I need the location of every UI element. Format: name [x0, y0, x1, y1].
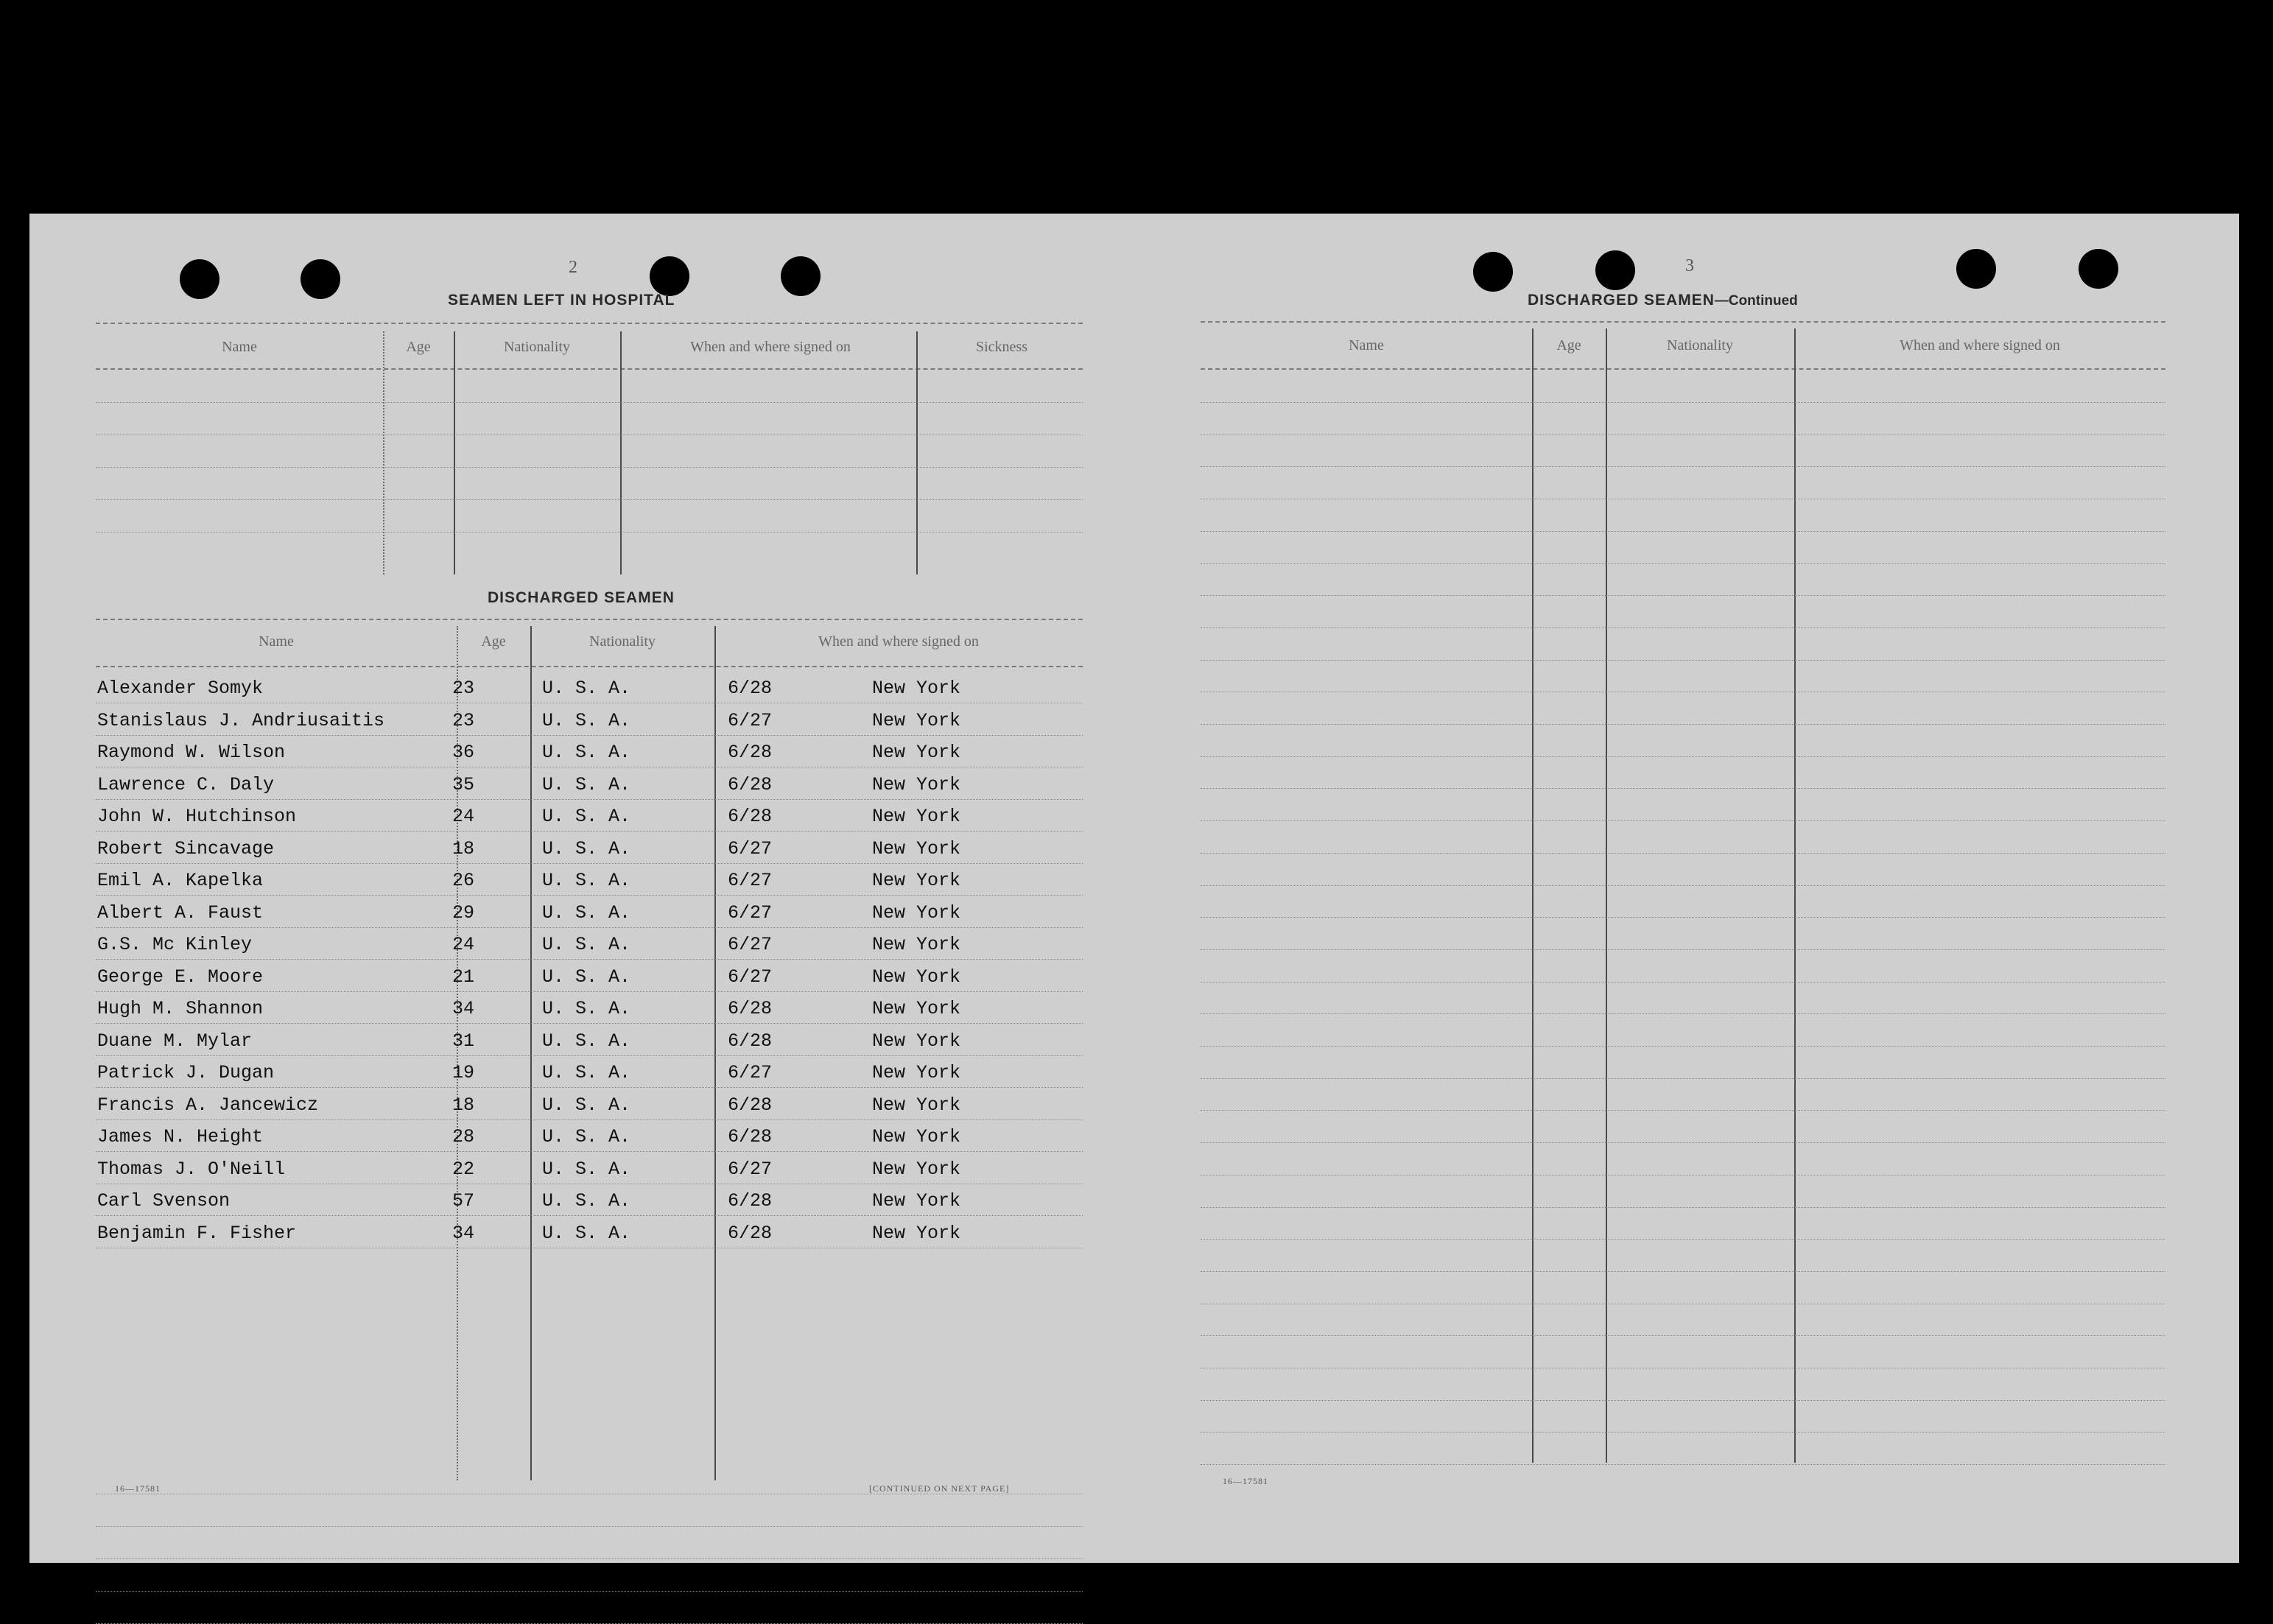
- seaman-nationality: U. S. A.: [542, 742, 631, 763]
- row-line: [96, 1087, 1083, 1088]
- seaman-nationality: U. S. A.: [542, 1030, 631, 1052]
- blank-row-line: [1201, 820, 2165, 821]
- blank-row-line: [1201, 1078, 2165, 1079]
- seaman-name: James N. Height: [97, 1126, 264, 1147]
- right-title-main: DISCHARGED SEAMEN: [1528, 292, 1715, 309]
- discharged-col-divider: [714, 626, 716, 1480]
- seaman-age: 29: [452, 901, 475, 924]
- discharged-col-when-where: When and where signed on: [818, 633, 979, 650]
- row-line: [96, 1023, 1083, 1024]
- signed-on-date: 6/28: [728, 806, 773, 827]
- hospital-col-when-where: When and where signed on: [690, 339, 851, 355]
- signed-on-date: 6/27: [728, 1062, 773, 1083]
- right-col-name: Name: [1349, 337, 1384, 354]
- right-header-rule: [1201, 368, 2165, 370]
- seaman-name: Stanislaus J. Andriusaitis: [97, 709, 385, 731]
- signed-on-place: New York: [872, 1222, 961, 1244]
- seaman-nationality: U. S. A.: [542, 837, 631, 860]
- signed-on-place: New York: [872, 934, 961, 955]
- seaman-name: Alexander Somyk: [97, 678, 264, 699]
- blank-row-line: [1201, 595, 2165, 596]
- seaman-age: 21: [452, 966, 475, 988]
- blank-row-line: [1201, 1013, 2165, 1014]
- right-table-top-rule: [1201, 321, 2165, 323]
- blank-row-line: [1201, 563, 2165, 564]
- discharged-col-age: Age: [481, 633, 506, 650]
- page-number: 2: [569, 258, 577, 277]
- signed-on-place: New York: [872, 678, 961, 699]
- seaman-nationality: U. S. A.: [542, 1222, 631, 1244]
- seaman-name: George E. Moore: [97, 966, 264, 988]
- discharged-col-name: Name: [259, 633, 294, 650]
- right-col-nationality: Nationality: [1667, 337, 1733, 354]
- seaman-age: 23: [452, 678, 475, 699]
- seaman-nationality: U. S. A.: [542, 934, 631, 955]
- seaman-name: Robert Sincavage: [97, 837, 275, 860]
- blank-row-line: [1201, 1335, 2165, 1336]
- left-footer-form-number: 16—17581: [115, 1483, 161, 1494]
- blank-row-line: [1201, 1464, 2165, 1465]
- row-line: [96, 927, 1083, 928]
- seaman-nationality: U. S. A.: [542, 966, 631, 988]
- hospital-col-nationality: Nationality: [504, 339, 570, 355]
- blank-row-line: [1201, 1432, 2165, 1433]
- blank-row-line: [1201, 982, 2165, 983]
- hospital-section-title: SEAMEN LEFT IN HOSPITAL: [448, 292, 675, 309]
- left-footer-continued-note: [CONTINUED ON NEXT PAGE]: [869, 1483, 1010, 1494]
- blank-row-line: [1201, 853, 2165, 854]
- seaman-nationality: U. S. A.: [542, 1158, 631, 1180]
- blank-row-line: [1201, 531, 2165, 532]
- seaman-name: Thomas J. O'Neill: [97, 1158, 286, 1180]
- seaman-name: Carl Svenson: [97, 1190, 231, 1212]
- right-footer-form-number: 16—17581: [1223, 1476, 1268, 1486]
- signed-on-date: 6/28: [728, 742, 773, 763]
- blank-row-line: [96, 1591, 1083, 1592]
- signed-on-place: New York: [872, 901, 961, 924]
- row-line: [96, 1215, 1083, 1216]
- signed-on-place: New York: [872, 1094, 961, 1116]
- blank-row-line: [1201, 1110, 2165, 1111]
- hospital-col-name: Name: [222, 339, 257, 355]
- blank-row-line: [1201, 466, 2165, 467]
- discharged-section-title: DISCHARGED SEAMEN: [488, 589, 675, 606]
- discharged-header-rule: [96, 666, 1083, 667]
- seaman-nationality: U. S. A.: [542, 773, 631, 795]
- signed-on-place: New York: [872, 773, 961, 795]
- signed-on-date: 6/27: [728, 709, 773, 731]
- signed-on-date: 6/27: [728, 901, 773, 924]
- seaman-name: John W. Hutchinson: [97, 806, 297, 827]
- hospital-col-age: Age: [406, 339, 431, 355]
- signed-on-place: New York: [872, 1158, 961, 1180]
- seaman-nationality: U. S. A.: [542, 901, 631, 924]
- blank-row-line: [1201, 885, 2165, 886]
- blank-row-line: [1201, 1239, 2165, 1240]
- row-line: [96, 799, 1083, 800]
- blank-row-line: [1201, 788, 2165, 789]
- signed-on-place: New York: [872, 1190, 961, 1212]
- right-section-title: [1528, 292, 1798, 309]
- seaman-age: 31: [452, 1030, 475, 1052]
- discharged-table-top-rule: [96, 619, 1083, 620]
- seaman-nationality: U. S. A.: [542, 678, 631, 699]
- seaman-nationality: U. S. A.: [542, 709, 631, 731]
- row-line: [96, 735, 1083, 736]
- seaman-age: 22: [452, 1158, 475, 1180]
- signed-on-date: 6/28: [728, 1030, 773, 1052]
- signed-on-date: 6/28: [728, 773, 773, 795]
- blank-row-line: [1201, 1046, 2165, 1047]
- hospital-col-divider: [383, 331, 384, 574]
- row-line: [96, 1151, 1083, 1152]
- hospital-header-rule: [96, 368, 1083, 370]
- row-line: [96, 1055, 1083, 1056]
- seaman-name: Raymond W. Wilson: [97, 742, 286, 763]
- page-number: 3: [1685, 256, 1694, 275]
- signed-on-date: 6/28: [728, 1094, 773, 1116]
- signed-on-place: New York: [872, 806, 961, 827]
- signed-on-date: 6/27: [728, 870, 773, 891]
- hospital-col-divider: [454, 331, 455, 574]
- hospital-row-line: [96, 499, 1083, 500]
- seaman-nationality: U. S. A.: [542, 806, 631, 827]
- seaman-nationality: U. S. A.: [542, 998, 631, 1019]
- signed-on-place: New York: [872, 1030, 961, 1052]
- row-line: [96, 991, 1083, 992]
- seaman-age: 19: [452, 1062, 475, 1083]
- signed-on-date: 6/28: [728, 1190, 773, 1212]
- blank-row-line: [1201, 949, 2165, 950]
- seaman-age: 28: [452, 1126, 475, 1147]
- seaman-nationality: U. S. A.: [542, 1094, 631, 1116]
- seaman-name: Albert A. Faust: [97, 901, 264, 924]
- blank-row-line: [1201, 1400, 2165, 1401]
- blank-row-line: [1201, 756, 2165, 757]
- row-line: [96, 895, 1083, 896]
- seaman-age: 26: [452, 870, 475, 891]
- seaman-age: 24: [452, 934, 475, 955]
- seaman-age: 57: [452, 1190, 475, 1212]
- blank-row-line: [96, 1526, 1083, 1527]
- right-col-when-where: When and where signed on: [1900, 337, 2060, 354]
- seaman-nationality: U. S. A.: [542, 870, 631, 891]
- seaman-name: Emil A. Kapelka: [97, 870, 264, 891]
- seaman-name: Benjamin F. Fisher: [97, 1222, 297, 1244]
- signed-on-place: New York: [872, 1062, 961, 1083]
- document-sheet: [29, 214, 2239, 1563]
- signed-on-place: New York: [872, 966, 961, 988]
- seaman-age: 34: [452, 998, 475, 1019]
- hospital-table-top-rule: [96, 323, 1083, 324]
- right-title-suffix: —Continued: [1714, 293, 1798, 309]
- signed-on-place: New York: [872, 837, 961, 860]
- row-line: [96, 863, 1083, 864]
- seaman-nationality: U. S. A.: [542, 1190, 631, 1212]
- seaman-age: 35: [452, 773, 475, 795]
- seaman-age: 34: [452, 1222, 475, 1244]
- signed-on-place: New York: [872, 742, 961, 763]
- signed-on-place: New York: [872, 870, 961, 891]
- signed-on-date: 6/27: [728, 934, 773, 955]
- seaman-nationality: U. S. A.: [542, 1062, 631, 1083]
- hospital-col-divider: [916, 331, 918, 574]
- signed-on-date: 6/28: [728, 678, 773, 699]
- seaman-age: 18: [452, 837, 475, 860]
- blank-row-line: [96, 1558, 1083, 1559]
- seaman-name: Hugh M. Shannon: [97, 998, 264, 1019]
- signed-on-place: New York: [872, 998, 961, 1019]
- signed-on-place: New York: [872, 709, 961, 731]
- hospital-col-divider: [620, 331, 622, 574]
- signed-on-date: 6/27: [728, 1158, 773, 1180]
- seaman-age: 23: [452, 709, 475, 731]
- blank-row-line: [1201, 660, 2165, 661]
- blank-row-line: [1201, 1142, 2165, 1143]
- signed-on-date: 6/27: [728, 837, 773, 860]
- signed-on-date: 6/28: [728, 998, 773, 1019]
- hospital-row-line: [96, 467, 1083, 468]
- discharged-col-divider: [530, 626, 532, 1480]
- row-line: [96, 1119, 1083, 1120]
- right-col-age: Age: [1556, 337, 1581, 354]
- blank-row-line: [1201, 917, 2165, 918]
- seaman-name: Francis A. Jancewicz: [97, 1094, 319, 1116]
- hospital-col-sickness: Sickness: [976, 339, 1027, 355]
- seaman-age: 18: [452, 1094, 475, 1116]
- signed-on-date: 6/27: [728, 966, 773, 988]
- signed-on-place: New York: [872, 1126, 961, 1147]
- blank-row-line: [1201, 402, 2165, 403]
- seaman-age: 36: [452, 742, 475, 763]
- discharged-col-nationality: Nationality: [589, 633, 656, 650]
- signed-on-date: 6/28: [728, 1126, 773, 1147]
- blank-row-line: [1201, 1207, 2165, 1208]
- row-line: [96, 831, 1083, 832]
- left-page: [29, 214, 1134, 1563]
- seaman-name: Lawrence C. Daly: [97, 773, 275, 795]
- row-line: [96, 959, 1083, 960]
- right-page: [1134, 214, 2239, 1563]
- seaman-name: Patrick J. Dugan: [97, 1062, 275, 1083]
- hospital-row-line: [96, 402, 1083, 403]
- seaman-name: Duane M. Mylar: [97, 1030, 253, 1052]
- blank-row-line: [1201, 1271, 2165, 1272]
- seaman-name: G.S. Mc Kinley: [97, 934, 253, 955]
- seaman-age: 24: [452, 806, 475, 827]
- seaman-nationality: U. S. A.: [542, 1126, 631, 1147]
- blank-row-line: [1201, 724, 2165, 725]
- signed-on-date: 6/28: [728, 1222, 773, 1244]
